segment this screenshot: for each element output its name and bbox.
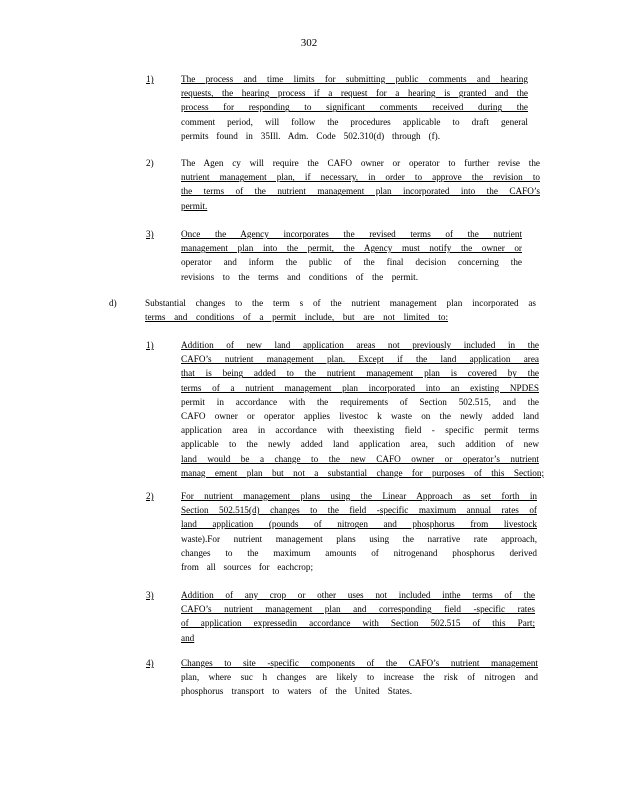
paragraph-line: terms of a nutrient management plan incorporated into an existing NPDES [181, 382, 539, 393]
paragraph-line: nutrient management plan, if necessary, in order to approve the revision to [181, 172, 540, 183]
item-marker: 2) [146, 158, 154, 168]
item-marker: d) [109, 298, 117, 308]
paragraph-line: The Agen cy will require the CAFO owner or operator to further revise the [181, 158, 540, 168]
paragraph-line: permit in accordance with the requirements of Section 502.515, and the [181, 396, 539, 407]
paragraph-line: the terms of the nutrient management plan incorporated into the CAFO’s [181, 186, 540, 197]
paragraph-line: operator and inform the public of the final decision concerning the [181, 257, 522, 268]
item-marker: 3) [146, 590, 154, 600]
paragraph-line: Addition of new land application areas not previously included in the [181, 340, 539, 350]
item-marker: 1) [146, 340, 154, 350]
paragraph-line: changes to the maximum amounts of nitrogenand phosphorus derived [181, 547, 537, 558]
paragraph-line: CAFO’s nutrient management plan. Except if the land application area [181, 354, 539, 365]
paragraph-line: comment period, will follow the procedures applicable to draft general [181, 116, 528, 127]
paragraph-line: land application (pounds of nitrogen and phosphorus from livestock [181, 519, 537, 530]
paragraph-line: Section 502.515(d) changes to the field -specific maximum annual rates of [181, 505, 537, 516]
paragraph-line: CAFO’s nutrient management plan and corresponding field -specific rates [181, 604, 535, 615]
paragraph-line: waste).For nutrient management plans using the narrative rate approach, [181, 533, 537, 544]
paragraph-line: from all sources for eachcrop; [181, 562, 313, 572]
item-marker: 4) [146, 658, 154, 668]
paragraph-line: phosphorus transport to waters of the United States. [181, 686, 412, 697]
paragraph-line: land would be a change to the new CAFO owner or operator’s nutrient [181, 453, 539, 464]
paragraph-line: applicable to the newly added land application area, such addition of new [181, 439, 539, 450]
paragraph-line: manag ement plan but not a substantial change for purposes of this Section; [181, 467, 544, 478]
paragraph-line: revisions to the terms and conditions of the permit. [181, 271, 418, 282]
paragraph-line: of application expressedin accordance with Section 502.515 of this Part; [181, 618, 535, 629]
paragraph-line: permit. [181, 200, 208, 211]
paragraph-line: management plan into the permit, the Agency must notify the owner or [181, 243, 522, 254]
item-marker: 1) [146, 74, 154, 84]
page-number: 302 [300, 37, 318, 49]
paragraph-line: that is being added to the nutrient management plan is covered by the [181, 368, 539, 379]
paragraph-line: permits found in 35Ill. Adm. Code 502.310(d) through (f). [181, 130, 440, 141]
paragraph-line: Addition of any crop or other uses not included inthe terms of the [181, 590, 535, 600]
paragraph-line: terms and conditions of a permit include, but are not limited to: [145, 312, 448, 323]
paragraph-line: plan, where suc h changes are likely to increase the risk of nitrogen and [181, 672, 538, 683]
paragraph-line: The process and time limits for submitting public comments and hearing [181, 74, 528, 84]
item-marker: 3) [146, 229, 154, 239]
paragraph-line: For nutrient management plans using the Linear Approach as set forth in [181, 491, 537, 501]
paragraph-line: CAFO owner or operator applies livestoc k waste on the newly added land [181, 411, 539, 421]
paragraph-line: and [181, 632, 195, 643]
paragraph-line: process for responding to significant comments received during the [181, 102, 528, 113]
paragraph-line: Substantial changes to the term s of the nutrient management plan incorporated as [145, 298, 536, 308]
paragraph-line: application area in accordance with theexisting field - specific permit terms [181, 425, 539, 436]
item-marker: 2) [146, 491, 154, 501]
paragraph-line: Once the Agency incorporates the revised terms of the nutrient [181, 229, 522, 239]
paragraph-line: Changes to site -specific components of the CAFO’s nutrient management [181, 658, 538, 668]
paragraph-line: requests, the hearing process if a request for a hearing is granted and the [181, 88, 528, 99]
